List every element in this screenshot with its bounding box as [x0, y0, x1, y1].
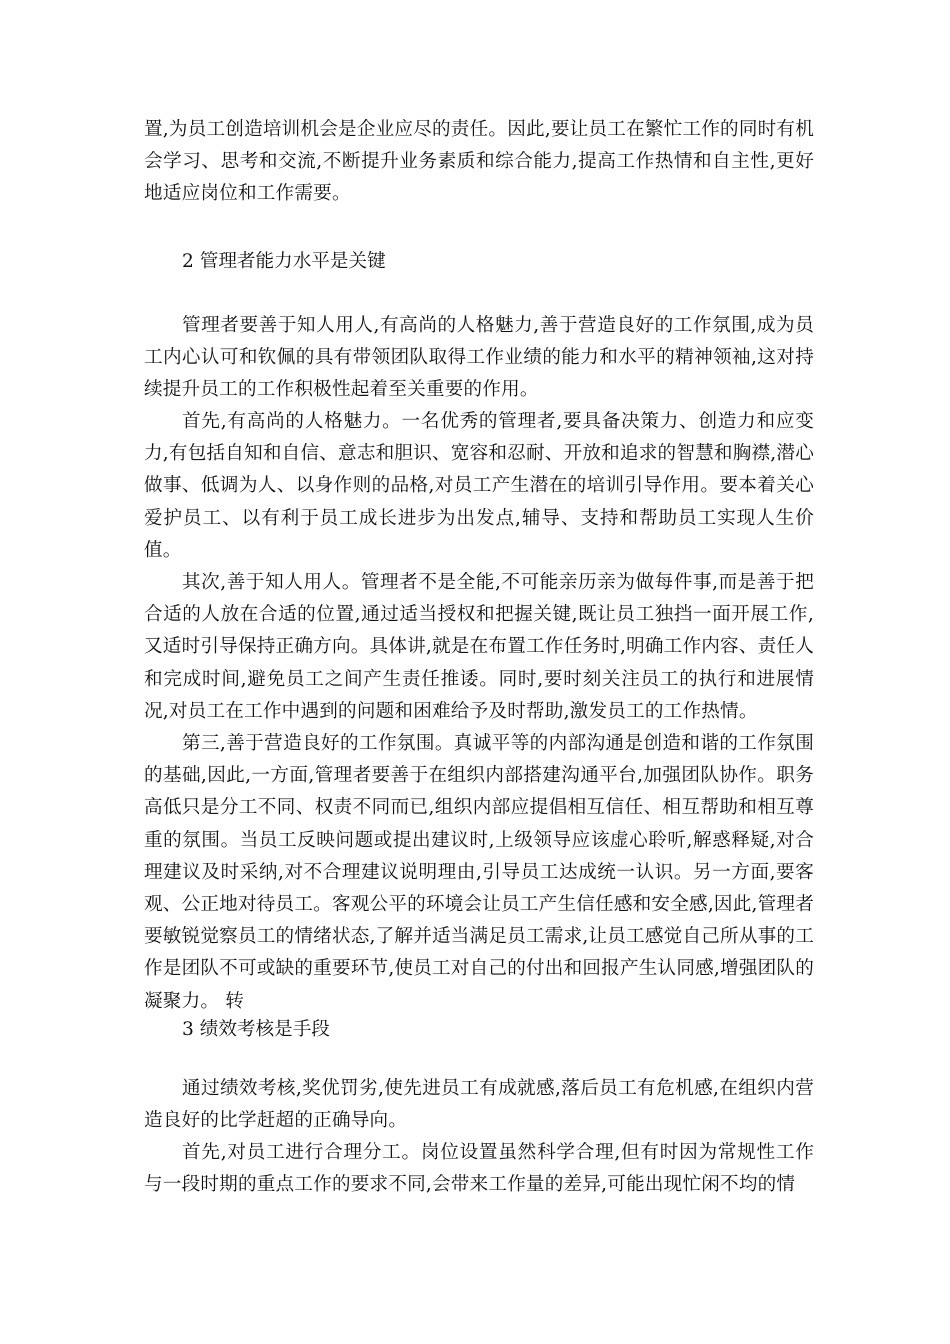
paragraph-2-2: 首先,有高尚的人格魅力。一名优秀的管理者,要具备决策力、创造力和应变力,有包括自知和自信、意志和胆识、宽容和忍耐、开放和追求的智慧和胸襟,潜心做事、低调为人、以身作则的品格,对员工产生潜在的培训引导作用。要本着关心爱护员工、以有利于员工成长进步为出发点,辅导、支持和帮助员工实现人生价值。: [144, 411, 815, 561]
paragraph-2-4: 第三,善于营造良好的工作氛围。真诚平等的内部沟通是创造和谐的工作氛围的基础,因此,一方面,管理者要善于在组织内部搭建沟通平台,加强团队协作。职务高低只是分工不同、权责不同而已,组织内部应提倡相互信任、相互帮助和相互尊重的氛围。当员工反映问题或提出建议时,上级领导应该虚心聆听,解惑释疑,对合理建议及时采纳,对不合理建议说明理由,引导员工达成统一认识。另一方面,要客观、公正地对待员工。客观公平的环境会让员工产生信任感和安全感,因此,管理者要敏锐觉察员工的情绪状态,了解并适当满足员工需求,让员工感觉自己所从事的工作是团队不可或缺的重要环节,使员工对自己的付出和回报产生认同感,增强团队的凝聚力。 转: [144, 733, 815, 1012]
paragraph-3-2: 首先,对员工进行合理分工。岗位设置虽然科学合理,但有时因为常规性工作与一段时期的重点工作的要求不同,会带来工作量的差异,可能出现忙闲不均的情: [144, 1142, 814, 1196]
paragraph-2-3: 其次,善于知人用人。管理者不是全能,不可能亲历亲为做每件事,而是善于把合适的人放在合适的位置,通过适当授权和把握关键,既让员工独挡一面开展工作,又适时引导保持正确方向。具体讲,就是在布置工作任务时,明确工作内容、责任人和完成时间,避免员工之间产生责任推诿。同时,要时刻关注员工的执行和进展情况,对员工在工作中遇到的问题和困难给予及时帮助,激发员工的工作热情。: [144, 572, 815, 722]
section-heading-3: 3 绩效考核是手段: [182, 1019, 330, 1040]
paragraph-intro: 置,为员工创造培训机会是企业应尽的责任。因此,要让员工在繁忙工作的同时有机会学习、思考和交流,不断提升业务素质和综合能力,提高工作热情和自主性,更好地适应岗位和工作需要。: [144, 119, 815, 205]
section-heading-2: 2 管理者能力水平是关键: [182, 251, 386, 272]
paragraph-3-1: 通过绩效考核,奖优罚劣,使先进员工有成就感,落后员工有危机感,在组织内营造良好的比学赶超的正确导向。: [144, 1078, 814, 1132]
paragraph-2-1: 管理者要善于知人用人,有高尚的人格魅力,善于营造良好的工作氛围,成为员工内心认可和钦佩的具有带领团队取得工作业绩的能力和水平的精神领袖,这对持续提升员工的工作积极性起着至关重要的作用。: [144, 315, 814, 401]
